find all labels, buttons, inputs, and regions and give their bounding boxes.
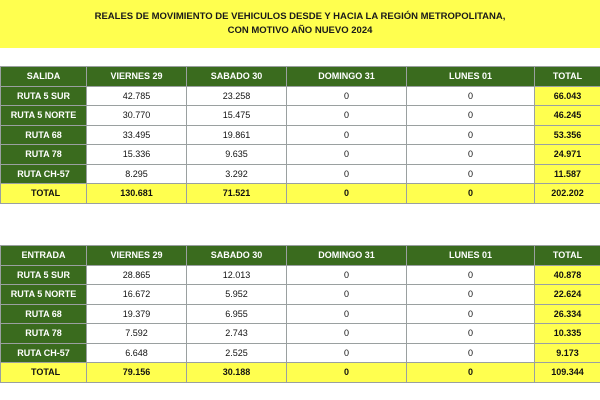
total-value: 71.521 xyxy=(187,184,287,204)
cell-value: 2.743 xyxy=(187,324,287,344)
row-total: 53.356 xyxy=(535,125,600,145)
total-value: 79.156 xyxy=(87,363,187,383)
report-header xyxy=(0,0,600,48)
cell-value: 19.379 xyxy=(87,304,187,324)
cell-value: 0 xyxy=(407,106,535,126)
table-row xyxy=(1,106,600,126)
route-label: RUTA CH-57 xyxy=(1,343,87,363)
report-title-line-2: CON MOTIVO AÑO NUEVO 2024 xyxy=(227,25,373,36)
total-value: 0 xyxy=(407,363,535,383)
route-label: RUTA 78 xyxy=(1,145,87,165)
table-row xyxy=(1,265,600,285)
cell-value: 0 xyxy=(407,125,535,145)
cell-value: 0 xyxy=(287,125,407,145)
entrada-header-row xyxy=(1,246,600,266)
column-header: VIERNES 29 xyxy=(87,246,187,266)
row-total: 11.587 xyxy=(535,164,600,184)
row-total: 66.043 xyxy=(535,86,600,106)
cell-value: 16.672 xyxy=(87,285,187,305)
column-header: SALIDA xyxy=(1,67,87,87)
cell-value: 0 xyxy=(287,86,407,106)
column-header: ENTRADA xyxy=(1,246,87,266)
cell-value: 23.258 xyxy=(187,86,287,106)
cell-value: 0 xyxy=(407,324,535,344)
total-value: 130.681 xyxy=(87,184,187,204)
cell-value: 0 xyxy=(287,285,407,305)
cell-value: 8.295 xyxy=(87,164,187,184)
cell-value: 28.865 xyxy=(87,265,187,285)
report-title-line-1: REALES DE MOVIMIENTO DE VEHICULOS DESDE Y HACIA LA REGIÓN METROPOLITANA, xyxy=(94,11,506,22)
route-label: RUTA 5 SUR xyxy=(1,265,87,285)
cell-value: 0 xyxy=(407,285,535,305)
row-total: 22.624 xyxy=(535,285,600,305)
cell-value: 7.592 xyxy=(87,324,187,344)
cell-value: 0 xyxy=(407,304,535,324)
column-header: DOMINGO 31 xyxy=(287,67,407,87)
cell-value: 12.013 xyxy=(187,265,287,285)
total-value: 30.188 xyxy=(187,363,287,383)
column-header: LUNES 01 xyxy=(407,246,535,266)
route-label: RUTA 68 xyxy=(1,304,87,324)
total-value: 0 xyxy=(287,363,407,383)
cell-value: 5.952 xyxy=(187,285,287,305)
row-total: 40.878 xyxy=(535,265,600,285)
row-total: 26.334 xyxy=(535,304,600,324)
route-label: RUTA 68 xyxy=(1,125,87,145)
cell-value: 0 xyxy=(407,145,535,165)
entrada-total-row xyxy=(1,363,600,383)
cell-value: 0 xyxy=(287,106,407,126)
route-label: RUTA 5 NORTE xyxy=(1,106,87,126)
total-label: TOTAL xyxy=(1,363,87,383)
cell-value: 6.955 xyxy=(187,304,287,324)
cell-value: 0 xyxy=(287,145,407,165)
salida-total-row xyxy=(1,184,600,204)
table-row xyxy=(1,324,600,344)
route-label: RUTA 5 NORTE xyxy=(1,285,87,305)
row-total: 46.245 xyxy=(535,106,600,126)
column-header: TOTAL xyxy=(535,67,600,87)
table-row xyxy=(1,125,600,145)
cell-value: 9.635 xyxy=(187,145,287,165)
cell-value: 0 xyxy=(407,164,535,184)
grand-total: 202.202 xyxy=(535,184,600,204)
total-label: TOTAL xyxy=(1,184,87,204)
cell-value: 6.648 xyxy=(87,343,187,363)
salida-table xyxy=(0,66,600,204)
column-header: SABADO 30 xyxy=(187,67,287,87)
table-row xyxy=(1,86,600,106)
table-row xyxy=(1,285,600,305)
route-label: RUTA CH-57 xyxy=(1,164,87,184)
row-total: 10.335 xyxy=(535,324,600,344)
route-label: RUTA 78 xyxy=(1,324,87,344)
table-row xyxy=(1,164,600,184)
table-row xyxy=(1,145,600,165)
cell-value: 0 xyxy=(407,86,535,106)
salida-header-row xyxy=(1,67,600,87)
table-row xyxy=(1,343,600,363)
cell-value: 30.770 xyxy=(87,106,187,126)
cell-value: 15.336 xyxy=(87,145,187,165)
cell-value: 0 xyxy=(287,343,407,363)
cell-value: 2.525 xyxy=(187,343,287,363)
column-header: VIERNES 29 xyxy=(87,67,187,87)
column-header: DOMINGO 31 xyxy=(287,246,407,266)
cell-value: 0 xyxy=(287,304,407,324)
cell-value: 0 xyxy=(287,265,407,285)
total-value: 0 xyxy=(287,184,407,204)
cell-value: 0 xyxy=(287,164,407,184)
row-total: 9.173 xyxy=(535,343,600,363)
column-header: LUNES 01 xyxy=(407,67,535,87)
column-header: TOTAL xyxy=(535,246,600,266)
cell-value: 33.495 xyxy=(87,125,187,145)
cell-value: 42.785 xyxy=(87,86,187,106)
row-total: 24.971 xyxy=(535,145,600,165)
cell-value: 0 xyxy=(287,324,407,344)
column-header: SABADO 30 xyxy=(187,246,287,266)
grand-total: 109.344 xyxy=(535,363,600,383)
cell-value: 3.292 xyxy=(187,164,287,184)
cell-value: 0 xyxy=(407,265,535,285)
table-row xyxy=(1,304,600,324)
cell-value: 15.475 xyxy=(187,106,287,126)
cell-value: 19.861 xyxy=(187,125,287,145)
route-label: RUTA 5 SUR xyxy=(1,86,87,106)
cell-value: 0 xyxy=(407,343,535,363)
entrada-table xyxy=(0,245,600,383)
total-value: 0 xyxy=(407,184,535,204)
